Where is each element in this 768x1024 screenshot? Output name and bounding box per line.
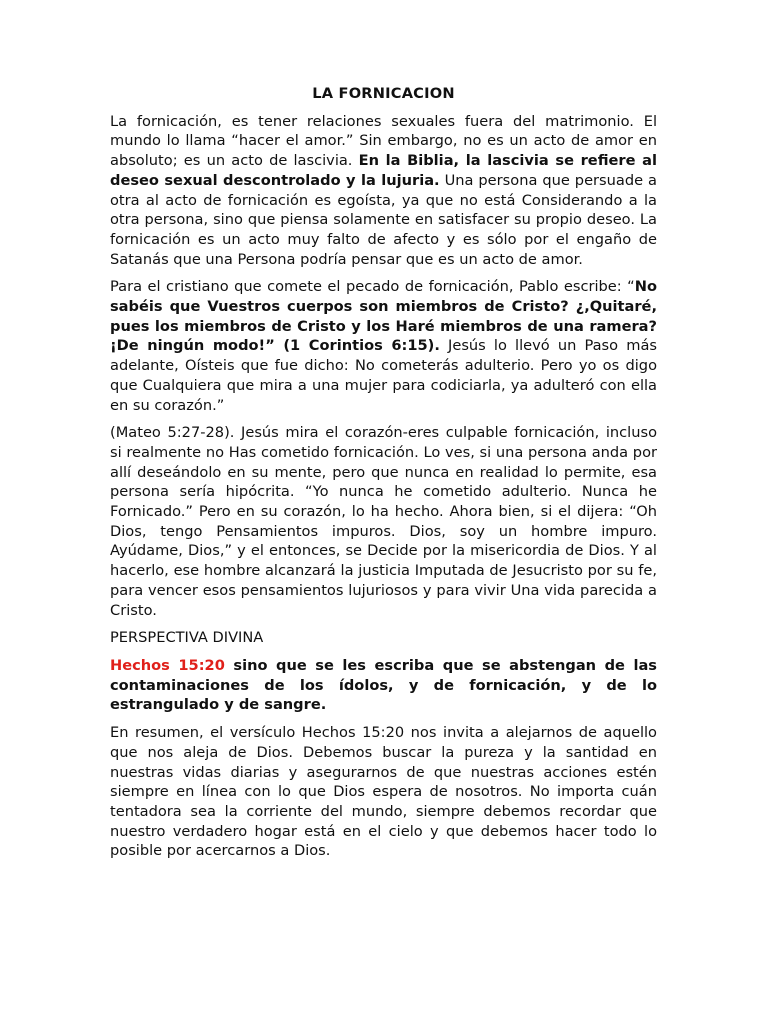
document-title: LA FORNICACION (312, 85, 455, 102)
section-heading: PERSPECTIVA DIVINA (110, 629, 264, 647)
paragraph-text: Para el cristiano que comete el pecado de fornicación, Pablo escribe: “ (110, 278, 635, 296)
bold-quote: No sabéis que Vuestros cuerpos son miembros de Cristo? ¿,Quitaré, pues los miembros de Cristo y los Haré miembros de una ramera? ¡De ningún modo!” (1 Corintios 6:15). (110, 278, 657, 355)
verse-reference: Hechos 15:20 (110, 656, 225, 674)
paragraph-matthew: (Mateo 5:27-28). Jesús mira el corazón-eres culpable fornicación, incluso si realmente no Has cometido fornicación. Lo ves, si una persona anda por allí deseándolo en su mente, pero que nunca en realidad lo permite, esa persona sería hipócrita. “Yo nunca he cometido adulterio. Nunca he Fornicado.” Pero en su corazón, lo ha hecho. Ahora bien, si el dijera: “Oh Dios, tengo Pensamientos impuros. Dios, soy un hombre impuro. Ayúdame, Dios,” y el entonces, se Decide por la misericordia de Dios. Y al hacerlo, ese hombre alcanzará la justicia Imputada de Jesucristo por su fe, para vencer esos pensamientos lujuriosos y para vivir Una vida parecida a Cristo. (110, 424, 657, 619)
paragraph-text: Una persona que persuade a otra al acto de fornicación es egoísta, ya que no está Considerando a la otra persona, sino que piensa solamente en satisfacer su propio deseo. La fornicación es un acto muy falto de afecto y es sólo por el engaño de Satanás que una Persona podría pensar que es un acto de amor. (110, 171, 657, 268)
verse-text: sino que se les escriba que se abstengan de las contaminaciones de los ídolos, y de fornicación, y de lo estrangulado y de sangre. (110, 656, 657, 714)
paragraph-corinthians (110, 277, 657, 415)
paragraph-summary: En resumen, el versículo Hechos 15:20 nos invita a alejarnos de aquello que nos aleja de Dios. Debemos buscar la pureza y la santidad en nuestras vidas diarias y asegurarnos de que nuestras acciones estén siempre en línea con lo que Dios espera de nosotros. No importa cuán tentadora sea la corriente del mundo, siempre debemos recordar que nuestro verdadero hogar está en el cielo y que debemos hacer todo lo posible por acercarnos a Dios. (110, 724, 657, 860)
paragraph-acts-verse (110, 656, 657, 715)
bold-text: En la Biblia, la lascivia se refiere al deseo sexual descontrolado y la lujuria. (110, 152, 657, 189)
document-page (110, 84, 657, 869)
paragraph-text: La fornicación, es tener relaciones sexuales fuera del matrimonio. El mundo lo llama “hacer el amor.” Sin embargo, no es un acto de amor en absoluto; es un acto de lascivia. (110, 112, 657, 170)
paragraph-text: Jesús lo llevó un Paso más adelante, Oísteis que fue dicho: No cometerás adulterio. Pero yo os digo que Cualquiera que mira a una mujer para codiciarla, ya adulteró con ella en su corazón.” (110, 337, 657, 414)
paragraph-definition (110, 112, 657, 270)
